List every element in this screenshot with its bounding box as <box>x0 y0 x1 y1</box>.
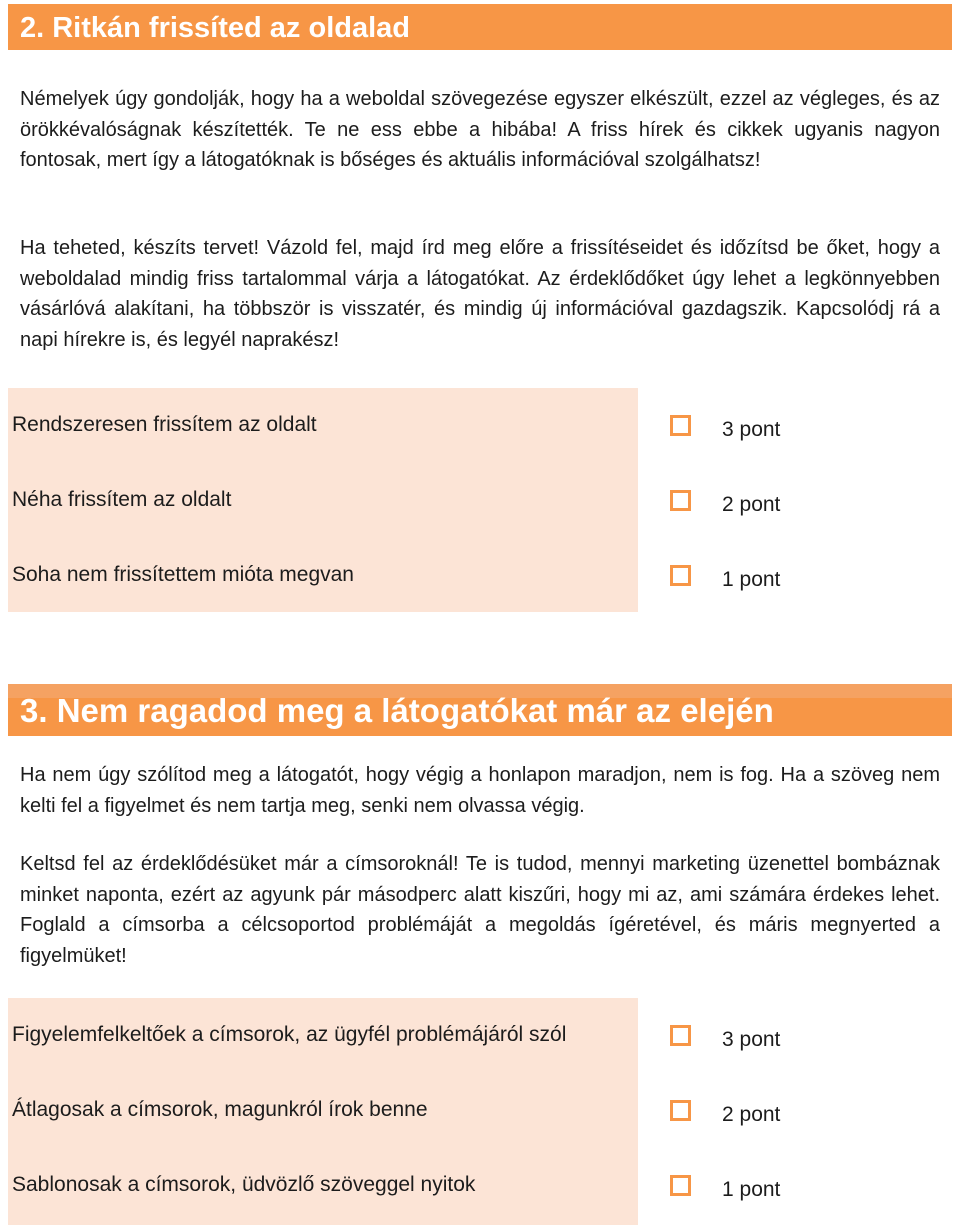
option-label: Soha nem frissítettem mióta megvan <box>12 563 354 586</box>
checkbox-icon[interactable] <box>670 490 691 511</box>
checkbox-icon[interactable] <box>670 1100 691 1121</box>
section-3-paragraph-2: Keltsd fel az érdeklődésüket már a címsoroknál! Te is tudod, mennyi marketing üzenettel bombáznak minket naponta, ezért az agyunk pár másodperc alatt kiszűri, hogy mi az, ami számára érdekes lehet. Foglald a címsorba a célcsoportod problémáját a megoldás ígéretével, és máris megnyerted a figyelmüket! <box>20 853 940 967</box>
option-label: Átlagosak a címsorok, magunkról írok benne <box>12 1098 428 1121</box>
checkbox-icon[interactable] <box>670 1025 691 1046</box>
option-points: 1 pont <box>722 568 781 591</box>
section-2-paragraph-1: Némelyek úgy gondolják, hogy ha a weboldal szövegezése egyszer elkészült, ezzel az végleges, és az örökkévalóságnak készítették. Te ne ess ebbe a hibába! A friss hírek és cikkek ugyanis nagyon fontosak, mert így a látogatóknak is bőséges és aktuális információval szolgálhatsz! <box>20 88 940 171</box>
section-3-heading: 3. Nem ragadod meg a látogatókat már az elején <box>8 684 952 736</box>
option-points: 3 pont <box>722 1028 781 1051</box>
option-points: 3 pont <box>722 418 781 441</box>
option-label: Sablonosak a címsorok, üdvözlő szöveggel nyitok <box>12 1173 476 1196</box>
section-2-paragraph-2: Ha teheted, készíts tervet! Vázold fel, majd írd meg előre a frissítéseidet és időzítsd be őket, hogy a weboldalad mindig friss tartalommal várja a látogatókat. Az érdeklődőket úgy lehet a legkönnyebben vásárlóvá alakítani, ha többször is visszatér, és mindig új információval gazdagszik. Kapcsolódj rá a napi hírekre is, és legyél naprakész! <box>20 237 940 351</box>
checkbox-icon[interactable] <box>670 1175 691 1196</box>
option-points: 2 pont <box>722 493 781 516</box>
checkbox-icon[interactable] <box>670 565 691 586</box>
option-label: Néha frissítem az oldalt <box>12 488 232 511</box>
option-points: 1 pont <box>722 1178 781 1201</box>
option-label: Rendszeresen frissítem az oldalt <box>12 413 317 436</box>
option-points: 2 pont <box>722 1103 781 1126</box>
section-3-paragraph-1: Ha nem úgy szólítod meg a látogatót, hogy végig a honlapon maradjon, nem is fog. Ha a szöveg nem kelti fel a figyelmet és nem tartja meg, senki nem olvassa végig. <box>20 764 940 817</box>
option-label: Figyelemfelkeltőek a címsorok, az ügyfél problémájáról szól <box>12 1023 567 1046</box>
checkbox-icon[interactable] <box>670 415 691 436</box>
section-2-heading: 2. Ritkán frissíted az oldalad <box>8 4 952 50</box>
